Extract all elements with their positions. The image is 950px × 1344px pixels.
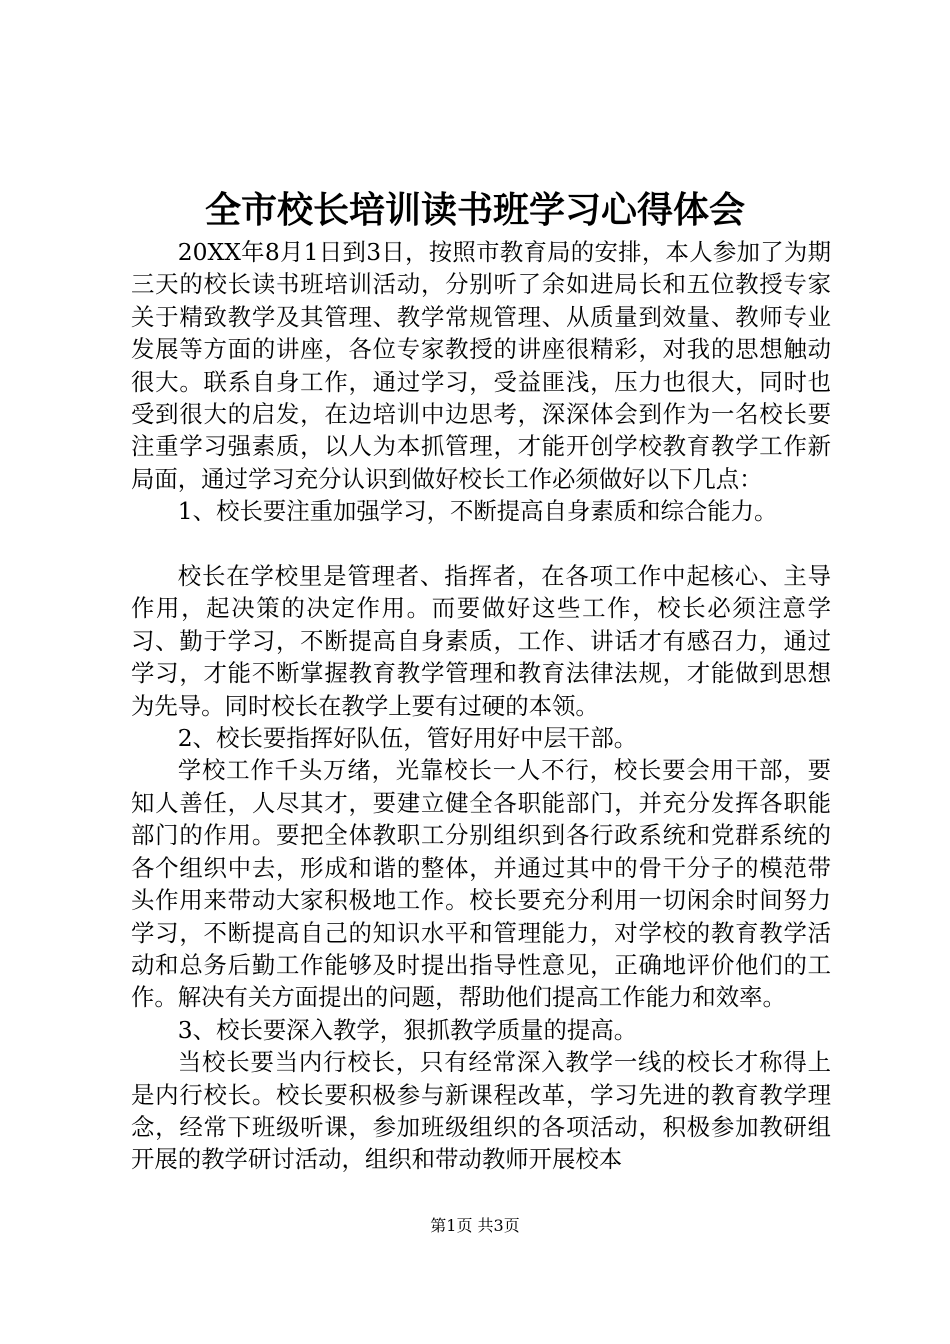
paragraph-intro: 20XX年8月1日到3日，按照市教育局的安排，本人参加了为期三天的校长读书班培训活动，分别听了余如进局长和五位教授专家关于精致教学及其管理、教学常规管理、从质量到效量、教师专业发展等方面的讲座，各位专家教授的讲座很精彩，对我的思想触动很大。联系自身工作，通过学习，受益匪浅，压力也很大，同时也受到很大的启发，在边培训中边思考，深深体会到作为一名校长要注重学习强素质，以人为本抓管理，才能开创学校教育教学工作新局面，通过学习充分认识到做好校长工作必须做好以下几点：	[131, 238, 831, 493]
paragraph-section-3: 当校长要当内行校长，只有经常深入教学一线的校长才称得上是内行校长。校长要积极参与新课程改革，学习先进的教育教学理念，经常下班级听课，参加班级组织的各项活动，积极参加教研组开展的教学研讨活动，组织和带动教师开展校本	[131, 1048, 831, 1174]
section-heading-1: 1、校长要注重加强学习，不断提高自身素质和综合能力。	[177, 497, 778, 526]
paragraph-section-2: 学校工作千头万绪，光靠校长一人不行，校长要会用干部，要知人善任，人尽其才，要建立健全各职能部门，并充分发挥各职能部门的作用。要把全体教职工分别组织到各行政系统和党群系统的各个组织中去，形成和谐的整体，并通过其中的骨干分子的模范带头作用来带动大家积极地工作。校长要充分利用一切闲余时间努力学习，不断提高自己的知识水平和管理能力，对学校的教育教学活动和总务后勤工作能够及时提出指导性意见，正确地评价他们的工作。解决有关方面提出的问题，帮助他们提高工作能力和效率。	[131, 756, 831, 1012]
paragraph-section-1: 校长在学校里是管理者、指挥者，在各项工作中起核心、主导作用，起决策的决定作用。而要做好这些工作，校长必须注意学习、勤于学习，不断提高自身素质，工作、讲话才有感召力，通过学习，才能不断掌握教育教学管理和教育法律法规，才能做到思想为先导。同时校长在教学上要有过硬的本领。	[131, 562, 831, 720]
section-heading-3: 3、校长要深入教学，狠抓教学质量的提高。	[177, 1015, 638, 1044]
section-heading-2: 2、校长要指挥好队伍，管好用好中层干部。	[177, 724, 638, 753]
document-body	[131, 236, 831, 1176]
page-footer: 第1页 共3页	[430, 1216, 520, 1235]
document-title: 全市校长培训读书班学习心得体会	[204, 189, 745, 231]
